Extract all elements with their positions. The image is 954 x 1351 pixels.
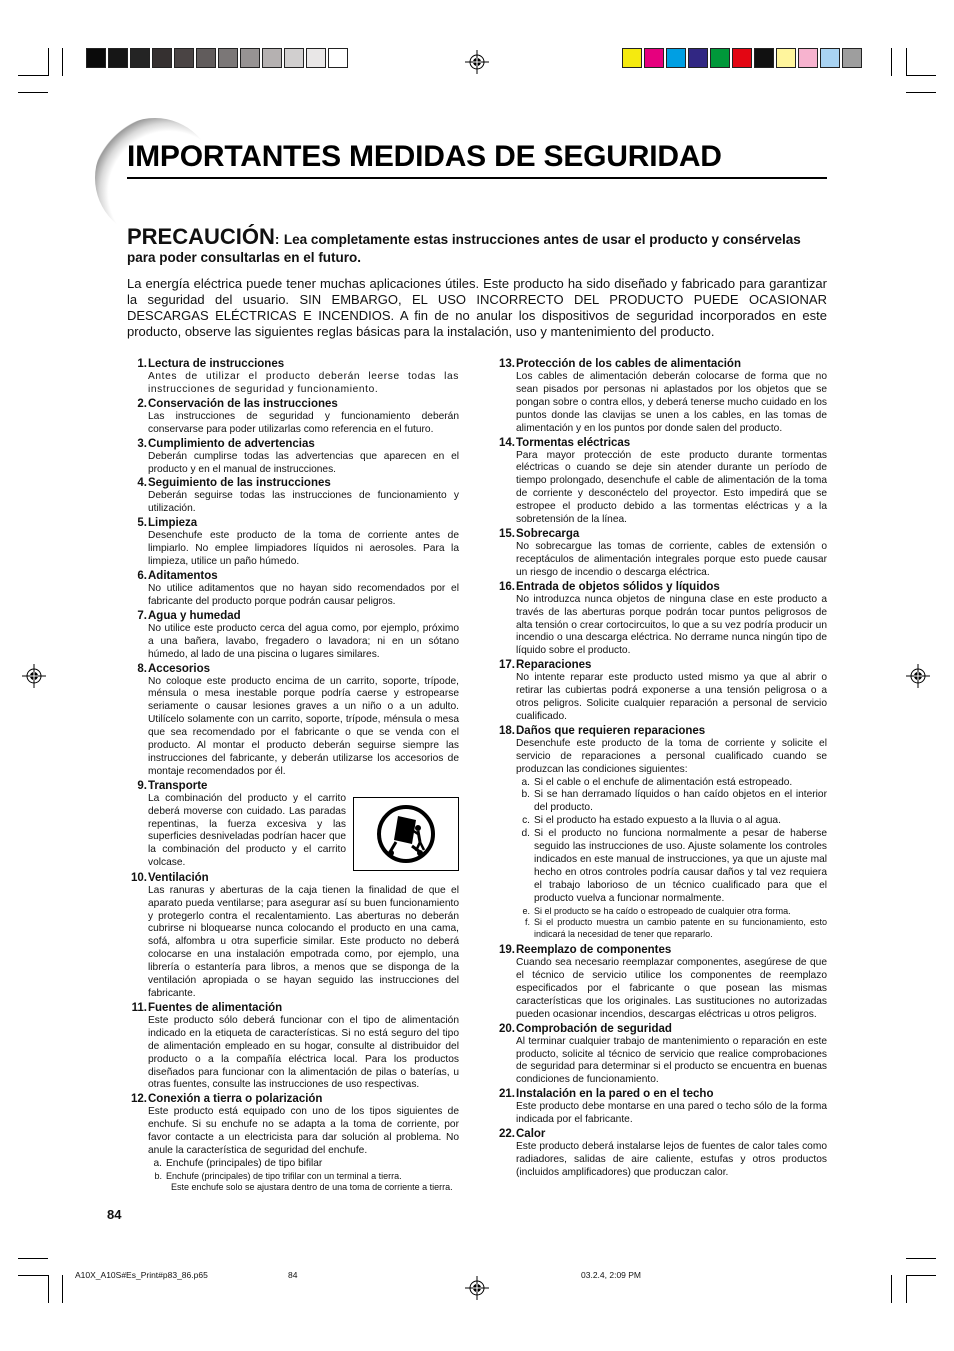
color-swatch [328, 48, 348, 68]
list-item [127, 662, 459, 779]
item-title: Reparaciones [516, 659, 592, 672]
list-item [495, 1127, 827, 1180]
color-swatch [174, 48, 194, 68]
item-title: Sobrecarga [516, 527, 580, 540]
item-body: Deberán cumplirse todas las advertencias que aparecen en el producto y en el manual de instrucciones. [148, 450, 459, 475]
item-number: 7. [137, 609, 147, 622]
item-number: 15. [499, 527, 515, 540]
item-body: Desenchufe este producto de la toma de corriente y solicite el servicio de reparaciones a personal cualificado cuando se produzcan las condiciones siguientes: [516, 737, 827, 775]
sub-item [516, 917, 827, 940]
registration-mark-icon [465, 50, 489, 74]
item-number: 3. [137, 437, 147, 450]
sub-item-letter: c. [522, 815, 530, 827]
crop-mark [891, 1275, 892, 1303]
color-swatch [754, 48, 774, 68]
crop-mark [906, 92, 936, 93]
caution-colon: : [274, 232, 280, 247]
list-item [127, 397, 459, 437]
item-number: 5. [137, 517, 147, 530]
item-number: 6. [137, 569, 147, 582]
list-item [127, 871, 459, 1001]
list-item [127, 476, 459, 516]
item-title: Conservación de las instrucciones [148, 397, 338, 410]
list-item [495, 1022, 827, 1088]
list-item [495, 1087, 827, 1127]
item-number: 19. [499, 944, 515, 957]
color-swatch [218, 48, 238, 68]
sub-item-note-text: Este enchufe solo se ajustara dentro de una toma de corriente a tierra. [171, 1182, 453, 1193]
sub-item [516, 815, 827, 828]
color-swatch [306, 48, 326, 68]
caution-text-2: para poder consultarlas en el futuro. [127, 250, 362, 265]
color-swatch [776, 48, 796, 68]
item-number: 21. [499, 1088, 515, 1101]
process-color-bar [622, 48, 864, 68]
item-body: Cuando sea necesario reemplazar componentes, asegúrese de que el técnico de servicio utilice los componentes de reemplazo especificados por el fabricante o que posean las mismas características que los originales. Las sustituciones no autorizadas pueden ocasionar incendios, descargas eléctricas u otros peligros. [516, 957, 827, 1020]
item-body: Antes de utilizar el producto deberán leerse todas las instrucciones de seguridad y funcionamiento. [148, 371, 459, 395]
crop-mark [906, 75, 936, 76]
color-swatch [86, 48, 106, 68]
item-number: 1. [137, 358, 147, 370]
crop-mark [18, 1275, 48, 1276]
list-item [127, 569, 459, 609]
item-number: 18. [499, 724, 515, 737]
item-number: 17. [499, 659, 515, 672]
grayscale-color-bar [86, 48, 350, 68]
color-swatch [666, 48, 686, 68]
color-swatch [130, 48, 150, 68]
crop-mark [18, 1258, 48, 1259]
sub-item-text: Si el producto muestra un cambio patente en su funcionamiento, esto indicará la necesidad de tener que repararlo. [534, 917, 827, 939]
item-title: Instalación en la pared o en el techo [516, 1088, 714, 1101]
sub-item-text: Enchufe (principales) de tipo bifilar [166, 1157, 323, 1169]
item-body: Las instrucciones de seguridad y funcionamiento deberán conservarse para poder utilizarlas como referencia en el futuro. [148, 410, 459, 435]
list-item [495, 527, 827, 580]
list-item [495, 357, 827, 436]
color-swatch [798, 48, 818, 68]
sub-item-letter: d. [521, 828, 530, 840]
list-item [495, 943, 827, 1022]
sub-item-note [171, 1182, 459, 1194]
registration-mark-icon [906, 664, 930, 688]
item-title: Daños que requieren reparaciones [516, 724, 706, 737]
item-body: La combinación del producto y el carrito deberá moverse con cuidado. Las paradas repentinas, la fuerza excesiva y las superficies desniveladas podrían hacer que la combinación del producto y el carrito volcase. [148, 792, 346, 869]
item-title: Comprobación de seguridad [516, 1022, 672, 1035]
item-number: 4. [137, 477, 147, 490]
item-title: Lectura de instrucciones [148, 358, 285, 370]
item-title: Calor [516, 1128, 546, 1141]
crop-mark [906, 48, 907, 76]
cart-tip-over-warning-icon [376, 804, 436, 864]
list-item [127, 1092, 459, 1194]
item-title: Entrada de objetos sólidos y líquidos [516, 580, 720, 593]
sub-item-text: Si el producto ha estado expuesto a la lluvia o al agua. [534, 815, 781, 827]
sub-item-text: Enchufe (principales) de tipo trifilar con un terminal a tierra. [166, 1170, 402, 1181]
sub-item-text: Si el cable o el enchufe de alimentación está estropeado. [534, 776, 793, 788]
sub-item-letter: a. [521, 776, 530, 788]
item-body: Para mayor protección de este producto durante tormentas eléctricas o cuando se deje sin atender durante un período de tiempo prolongado, desenchufe el cable de alimentación de la toma de corriente y desconéctelo del proyector. Esto impedirá que se estropee el producto debido a las tormentas eléctricas y a la sobretensión de la línea. [516, 449, 827, 526]
item-body: No utilice este producto cerca del agua como, por ejemplo, próximo a una bañera, lavabo, fregadero o lavadora; ni en un sótano húmedo, al lado de una piscina o lugares similares. [148, 622, 459, 660]
item-title: Agua y humedad [148, 609, 241, 622]
color-swatch [842, 48, 862, 68]
page-number: 84 [107, 1207, 122, 1222]
color-swatch [240, 48, 260, 68]
item-body: No sobrecargue las tomas de corriente, cables de extensión o receptáculos de alimentación integrales porque esto puede causar un riesgo de incendio o descarga eléctrica. [516, 540, 827, 578]
color-swatch [152, 48, 172, 68]
left-column [127, 357, 459, 1194]
crop-mark [18, 75, 48, 76]
crop-mark [891, 48, 892, 76]
sub-item-letter: b. [521, 789, 530, 801]
color-swatch [710, 48, 730, 68]
list-item [495, 724, 827, 940]
color-swatch [196, 48, 216, 68]
item-title: Fuentes de alimentación [148, 1001, 283, 1014]
item-title: Accesorios [148, 662, 211, 675]
item-number: 14. [499, 436, 515, 449]
item-body: Este producto debe montarse en una pared o techo sólo de la forma indicada por el fabricante. [516, 1101, 827, 1126]
intro-paragraph: La energía eléctrica puede tener muchas aplicaciones útiles. Este producto ha sido diseñado y fabricado para garantizar la seguridad del usuario. SIN EMBARGO, EL USO INCORRECTO DEL PRODUCTO PUEDE OCASIONAR DESCARGAS ELÉCTRICAS E INCENDIOS. A fin de no anular los dispositivos de seguridad incorporados en este producto, observe las siguientes reglas básicas para la instalación, uso y mantenimiento del producto. [127, 276, 827, 339]
item-number: 20. [499, 1022, 515, 1035]
item-number: 12. [131, 1093, 147, 1106]
sub-item [148, 1158, 459, 1171]
color-swatch [644, 48, 664, 68]
color-swatch [622, 48, 642, 68]
item-body: Este producto está equipado con uno de los tipos siguientes de enchufe. Si su enchufe no se adapta a la toma de corriente, por favor contacte a un electricista para dar solución al problema. No anule la característica de seguridad del enchufe. [148, 1106, 459, 1157]
list-item [127, 516, 459, 569]
item-title: Ventilación [148, 871, 209, 884]
footer-page: 84 [288, 1270, 298, 1280]
sub-item-text: Si el producto se ha caído o estropeado de cualquier otra forma. [534, 905, 791, 916]
item-number: 16. [499, 580, 515, 593]
color-swatch [284, 48, 304, 68]
right-column [495, 357, 827, 1180]
item-title: Seguimiento de las instrucciones [148, 477, 331, 490]
color-swatch [262, 48, 282, 68]
item-body: Este producto sólo deberá funcionar con el tipo de alimentación indicado en la etiqueta de características. Si no está seguro del tipo de alimentación empleado en su hogar, consulte al distribuidor del producto o a la compañía eléctrica local. Para los productos diseñados para funcionar con la alimentación de pilas o baterías, u otras fuentes, consulte las instrucciones de uso respectivas. [148, 1014, 459, 1091]
color-swatch [732, 48, 752, 68]
crop-mark [18, 92, 48, 93]
sub-list [516, 777, 827, 941]
item-body: Los cables de alimentación deberán colocarse de forma que no sean pisados por personas ni aplastados por los objetos que se pongan sobre o contra ellos, y deberá tenerse mucho cuidado en los puntos donde las clavijas se unen a los cables, en las tomas de alimentación y en los puntos por donde salen del producto. [516, 371, 827, 434]
list-item [127, 609, 459, 662]
title-rule [127, 177, 827, 179]
sub-item [516, 906, 827, 918]
item-body: No coloque este producto encima de un carrito, soporte, trípode, ménsula o mesa inestable porque podría caerse y estropearse seriamente o causar lesiones graves a un niño o a un adulto. Utilícelo solamente con un carrito, soporte, trípode, ménsula o mesa que sea recomendado por el fabricante o que se venda con el producto. Al montar el producto deberán seguirse siempre las instrucciones del fabricante, y deberán utilizarse los accesorios de montaje recomendados por él. [148, 675, 459, 777]
caution-heading [127, 224, 827, 265]
item-title: Cumplimiento de advertencias [148, 437, 315, 450]
item-body: No intente reparar este producto usted mismo ya que al abrir o retirar las cubiertas podrá exponerse a una tensión peligrosa o a otros peligros. Solicite cualquier reparación a personal de servicio cualificado. [516, 672, 827, 722]
registration-mark-icon [465, 1276, 489, 1300]
list-item [127, 1001, 459, 1092]
list-item [127, 437, 459, 477]
cart-warning-figure [353, 797, 459, 871]
sub-item-letter: b. [154, 1170, 162, 1181]
item-body: Al terminar cualquier trabajo de mantenimiento o reparación en este producto, solicite al técnico de servicio que realice comprobaciones de seguridad para determinar si el producto se encuentra en buenas condiciones de funcionamiento. [516, 1035, 827, 1086]
sub-item-letter: f. [524, 917, 530, 928]
sub-item-letter: a. [153, 1157, 162, 1169]
footer-date: 03.2.4, 2:09 PM [581, 1270, 642, 1280]
sub-item [516, 789, 827, 815]
list-item [127, 779, 459, 871]
item-number: 22. [499, 1128, 515, 1141]
item-body: No utilice aditamentos que no hayan sido recomendados por el fabricante del producto porque podrán causar peligros. [148, 582, 459, 607]
color-swatch [108, 48, 128, 68]
list-item [127, 357, 459, 397]
item-body: Este producto deberá instalarse lejos de fuentes de calor tales como radiadores, salidas de aire caliente, estufas y otros productos (incluidos amplificadores) que produczan calor. [516, 1141, 827, 1178]
item-title: Aditamentos [148, 569, 218, 582]
page-title: IMPORTANTES MEDIDAS DE SEGURIDAD [127, 140, 722, 173]
color-swatch [688, 48, 708, 68]
item-body: Las ranuras y aberturas de la caja tienen la finalidad de que el aparato pueda ventilarse; para asegurar así su buen funcionamiento y protegerlo contra el recalentamiento. Las aberturas no deberán cubrirse ni bloquearse nunca colocando el producto en una cama, sofá, alfombra u otra superficie similar. Este producto no deberá colocarse en una instalación empotrada como, por ejemplo, una librería o estantería para libros, a menos que se disponga de la ventilación apropiada o se hayan seguido las instrucciones del fabricante. [148, 884, 459, 999]
registration-mark-icon [22, 664, 46, 688]
list-item [495, 658, 827, 724]
crop-mark [62, 48, 63, 76]
sub-item-letter: e. [522, 905, 530, 916]
crop-mark [906, 1258, 936, 1259]
item-body: Desenchufe este producto de la toma de corriente antes de limpiarlo. No emplee limpiadores líquidos ni aerosoles. Para la limpieza, utilice un paño húmedo. [148, 530, 459, 568]
crop-mark [62, 1275, 63, 1303]
item-number: 8. [137, 662, 147, 675]
item-number: 13. [499, 358, 515, 370]
list-item [495, 580, 827, 659]
caution-label: PRECAUCIÓN [127, 224, 275, 249]
item-title: Protección de los cables de alimentación [516, 358, 741, 370]
list-item [495, 436, 827, 527]
sub-item-text: Si el producto no funciona normalmente a pesar de haberse seguido las instrucciones de uso. Ajuste solamente los controles indicados en este manual de instrucciones, ya que un ajuste mal hecho en otros controles podría causar daños y tal vez requiera el trabajo laborioso de un técnico cualificado para que el producto vuelva a funcionar normalmente. [534, 828, 827, 904]
item-title: Conexión a tierra o polarización [148, 1093, 323, 1106]
color-swatch [820, 48, 840, 68]
caution-text: Lea completamente estas instrucciones antes de usar el producto y consérvelas [283, 232, 801, 247]
item-title: Tormentas eléctricas [516, 436, 631, 449]
item-body: Deberán seguirse todas las instrucciones de funcionamiento y utilización. [148, 490, 459, 515]
item-number: 2. [137, 397, 147, 410]
item-title: Limpieza [148, 517, 198, 530]
crop-mark [906, 1275, 907, 1303]
item-title: Reemplazo de componentes [516, 944, 672, 957]
footer-file-name: A10X_A10S#Es_Print#p83_86.p65 [75, 1270, 208, 1280]
sub-item-text: Si se han derramado líquidos o han caído objetos en el interior del producto. [534, 789, 827, 814]
sub-item [148, 1171, 459, 1183]
item-body: No introduzca nunca objetos de ninguna clase en este producto a través de las aberturas porque podrán tocar puntos peligrosos de alta tensión o crear cortocircuitos, lo que a su vez podría producir un incendio o una descarga eléctrica. No derrame nunca ningún tipo de líquido sobre el producto. [516, 593, 827, 657]
crop-mark [906, 1275, 936, 1276]
item-number: 11. [131, 1001, 147, 1014]
item-title: Transporte [148, 779, 208, 792]
crop-mark [48, 1275, 49, 1303]
item-number: 10. [131, 871, 147, 884]
sub-item [516, 777, 827, 790]
sub-item [516, 828, 827, 905]
item-number: 9. [137, 779, 147, 792]
crop-mark [48, 48, 49, 76]
